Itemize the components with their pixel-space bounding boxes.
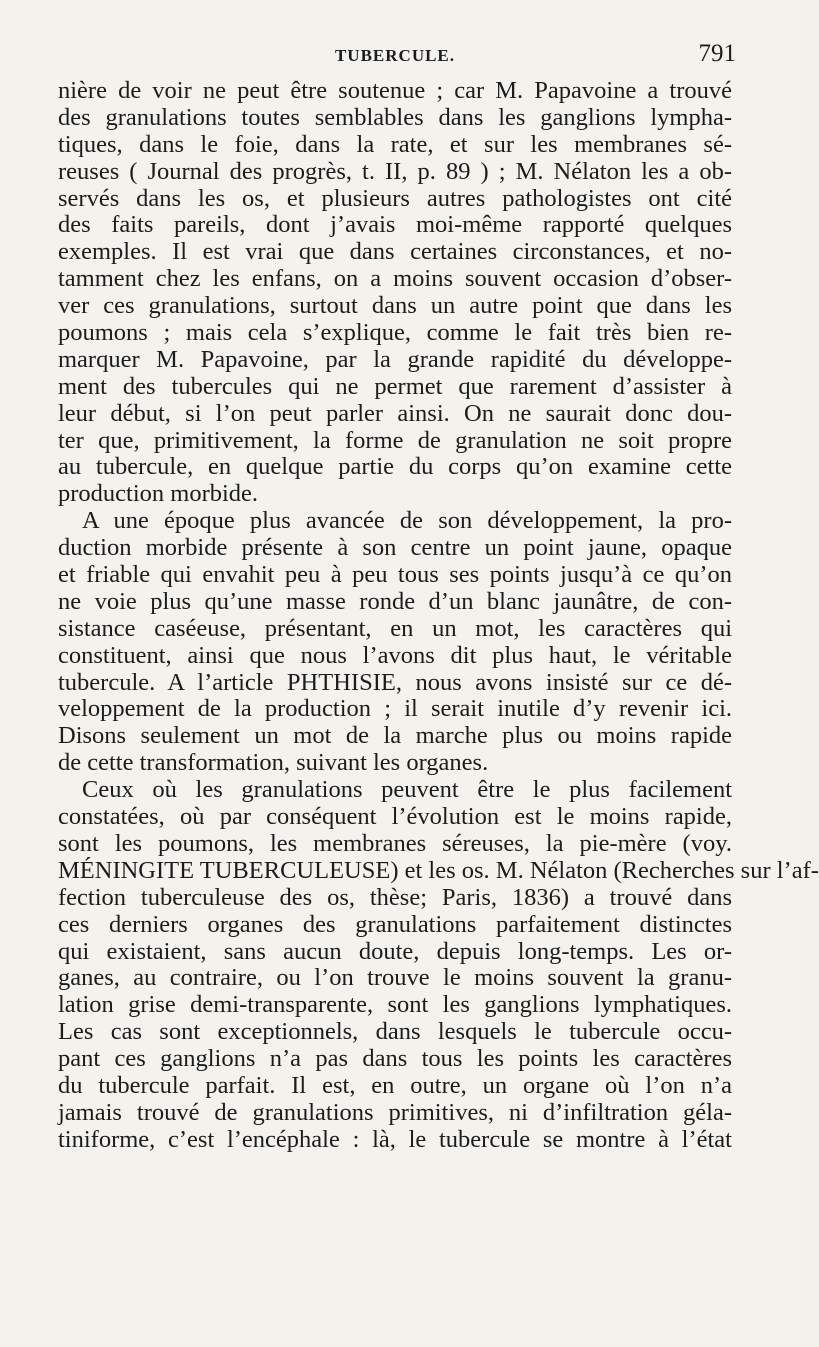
text-line: Les cas sont exceptionnels, dans lesquels le tubercule occu- <box>58 1018 732 1046</box>
text-line: ver ces granulations, surtout dans un autre point que dans les <box>58 292 732 320</box>
text-line: poumons ; mais cela s’explique, comme le fait très bien re- <box>58 319 732 347</box>
text-line: ne voie plus qu’une masse ronde d’un blanc jaunâtre, de con- <box>58 587 732 615</box>
text-line: exemples. Il est vrai que dans certaines circonstances, et no- <box>58 238 732 266</box>
text-line: lation grise demi-transparente, sont les ganglions lymphatiques. <box>58 991 732 1019</box>
text-line: ces derniers organes des granulations parfaitement distinctes <box>58 910 732 938</box>
running-head <box>58 40 736 78</box>
text-line: ter que, primitivement, la forme de granulation ne soit propre <box>58 426 732 454</box>
text-line: ment des tubercules qui ne permet que rarement d’assister à <box>58 372 732 400</box>
text-line: nière de voir ne peut être soutenue ; car M. Papavoine a trouvé <box>58 77 732 104</box>
text-line: des granulations toutes semblables dans les ganglions lympha- <box>58 103 732 131</box>
text-line: qui existaient, sans aucun doute, depuis long-temps. Les or- <box>58 937 732 965</box>
text-line: du tubercule parfait. Il est, en outre, un organe où l’on n’a <box>58 1071 732 1099</box>
text-line: veloppement de la production ; il serait inutile d’y revenir ici. <box>58 695 732 723</box>
text-line: de cette transformation, suivant les organes. <box>58 749 489 777</box>
text-line: sistance caséeuse, présentant, en un mot, les caractères qui <box>58 614 732 642</box>
text-line: au tubercule, en quelque partie du corps qu’on examine cette <box>58 453 732 481</box>
text-line: MÉNINGITE TUBERCULEUSE) et les os. M. Nélaton (Recherches sur l’af- <box>58 856 819 884</box>
text-line: A une époque plus avancée de son développement, la pro- <box>82 507 732 535</box>
text-line: tamment chez les enfans, on a moins souvent occasion d’obser- <box>58 265 732 293</box>
text-line: tiques, dans le foie, dans la rate, et sur les membranes sé- <box>58 130 732 158</box>
text-line: fection tuberculeuse des os, thèse; Paris, 1836) a trouvé dans <box>58 883 732 911</box>
text-line: constatées, où par conséquent l’évolution est le moins rapide, <box>58 803 732 831</box>
text-line: marquer M. Papavoine, par la grande rapidité du développe- <box>58 345 732 373</box>
text-line: constituent, ainsi que nous l’avons dit plus haut, le véritable <box>58 641 732 669</box>
text-line: Ceux où les granulations peuvent être le plus facilement <box>82 776 732 804</box>
text-line: jamais trouvé de granulations primitives, ni d’infiltration géla- <box>58 1098 732 1126</box>
page-number: 791 <box>698 40 736 67</box>
text-column <box>58 77 819 1154</box>
text-line: ganes, au contraire, ou l’on trouve le moins souvent la granu- <box>58 964 732 992</box>
text-line: des faits pareils, dont j’avais moi-même rapporté quelques <box>58 211 732 239</box>
text-line: et friable qui envahit peu à peu tous ses points jusqu’à ce qu’on <box>58 561 732 589</box>
text-line: production morbide. <box>58 480 259 508</box>
text-line: Disons seulement un mot de la marche plus ou moins rapide <box>58 722 732 750</box>
text-line: tubercule. A l’article PHTHISIE, nous avons insisté sur ce dé- <box>58 668 732 696</box>
text-line: tiniforme, c’est l’encéphale : là, le tubercule se montre à l’état <box>58 1125 732 1153</box>
header-title: TUBERCULE. <box>334 46 456 65</box>
text-line: leur début, si l’on peut parler ainsi. On ne saurait donc dou- <box>58 399 732 427</box>
text-line: reuses ( Journal des progrès, t. II, p. 89 ) ; M. Nélaton les a ob- <box>58 157 732 185</box>
text-line: servés dans les os, et plusieurs autres pathologistes ont cité <box>58 184 732 212</box>
text-line: duction morbide présente à son centre un point jaune, opaque <box>58 534 732 562</box>
text-line: pant ces ganglions n’a pas dans tous les points les caractères <box>58 1045 732 1073</box>
text-line: sont les poumons, les membranes séreuses, la pie-mère (voy. <box>58 829 732 857</box>
